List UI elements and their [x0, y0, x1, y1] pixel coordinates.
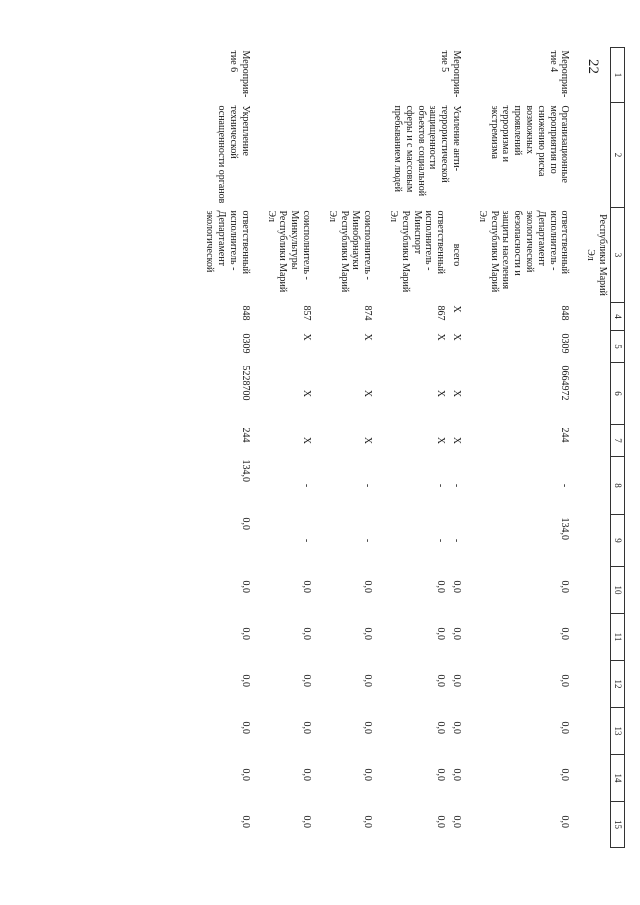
column-number: 3: [611, 208, 625, 303]
column-number: 9: [611, 515, 625, 567]
carry-over-row: [582, 48, 610, 848]
column-number: 4: [611, 303, 625, 331]
cell-value: 0,0: [451, 721, 463, 734]
cell-value: 0,0: [435, 815, 447, 828]
column-number: 8: [611, 457, 625, 515]
cell-value: 0,0: [301, 627, 313, 640]
executor-cell: соисполнитель - Минкультуры Республики Марий Эл: [265, 210, 313, 293]
activity-label: Мероприя-тие 5: [439, 50, 463, 98]
cell-value: X: [362, 436, 374, 445]
cell-value: 0,0: [301, 721, 313, 734]
cell-value: X: [451, 436, 463, 445]
cell-value: 867: [435, 305, 447, 321]
cell-value: 0,0: [239, 815, 251, 828]
cell-value: 0,0: [451, 580, 463, 593]
table-row: [474, 48, 582, 848]
cell-value: 874: [362, 305, 374, 321]
cell-value: X: [301, 436, 313, 445]
cell-value: 0,0: [239, 580, 251, 593]
cell-value: 0,0: [435, 721, 447, 734]
cell-value: 848: [239, 305, 251, 321]
cell-value: 0,0: [559, 580, 571, 593]
column-number: 12: [611, 661, 625, 708]
cell-value: 0,0: [239, 721, 251, 734]
cell-value: 0,0: [451, 815, 463, 828]
cell-value: -: [451, 538, 463, 543]
cell-value: X: [451, 333, 463, 341]
cell-value: 0,0: [239, 674, 251, 687]
cell-value: -: [362, 538, 374, 543]
cell-value: 0309: [559, 333, 571, 354]
cell-value: 0,0: [301, 674, 313, 687]
executor-cell: всего: [451, 243, 463, 267]
cell-value: 0,0: [559, 721, 571, 734]
cell-value: X: [435, 333, 447, 341]
cell-value: X: [451, 305, 463, 313]
activity-label: Мероприя-тие 4: [547, 50, 571, 98]
cell-value: 0,0: [362, 815, 374, 828]
cell-value: 244: [559, 427, 571, 443]
cell-value: 0,0: [559, 768, 571, 781]
cell-value: 857: [301, 305, 313, 321]
cell-value: 134,0: [559, 517, 571, 540]
cell-value: 0,0: [301, 815, 313, 828]
cell-value: -: [435, 483, 447, 488]
cell-value: X: [362, 389, 374, 398]
cell-value: -: [559, 483, 571, 488]
column-number: 11: [611, 614, 625, 661]
cell-value: 0,0: [362, 627, 374, 640]
cell-value: -: [301, 538, 313, 543]
cell-value: -: [362, 483, 374, 488]
cell-value: -: [435, 538, 447, 543]
table-row: [202, 48, 263, 848]
cell-value: X: [435, 436, 447, 445]
cell-value: 244: [239, 427, 251, 443]
cell-value: 0,0: [362, 721, 374, 734]
table-row: [448, 48, 474, 848]
page-number: 22: [585, 59, 601, 74]
cell-value: 0,0: [435, 580, 447, 593]
executor-cell: ответственный исполнитель - Минспорт Республики Марий Эл: [388, 210, 447, 293]
activity-title: Усиление анти-террористической защищенности объектов социальной сферы и с массовым пребыванием людей: [392, 105, 463, 197]
cell-value: 5228700: [239, 365, 251, 401]
executor-cell: ответственный исполнитель - Департамент экологической безопасности и защиты населения Республики Марий Эл: [476, 210, 571, 293]
column-number: 10: [611, 567, 625, 614]
cell-value: X: [435, 389, 447, 398]
cell-value: 0,0: [239, 768, 251, 781]
cell-value: 0,0: [362, 768, 374, 781]
cell-value: 0,0: [451, 627, 463, 640]
executor-cell: ответственный исполнитель - Департамент экологической: [204, 210, 251, 275]
cell-value: 0,0: [559, 627, 571, 640]
cell-value: 0,0: [435, 627, 447, 640]
cell-value: 0,0: [362, 580, 374, 593]
executor-cell: соисполнитель - Минобрнауки Республики Марий Эл: [326, 210, 374, 293]
cell-value: 0,0: [239, 627, 251, 640]
column-number: 7: [611, 425, 625, 457]
column-number: 2: [611, 103, 625, 208]
column-number: 6: [611, 363, 625, 425]
cell-value: X: [362, 333, 374, 341]
cell-value: 0664972: [559, 365, 571, 401]
cell-value: 0,0: [239, 517, 251, 530]
column-number: 13: [611, 708, 625, 755]
cell-value: 0,0: [301, 768, 313, 781]
column-number-row: [611, 48, 625, 848]
carry-over-text: Республики Марий Эл: [585, 214, 608, 296]
cell-value: 134,0: [239, 459, 251, 482]
cell-value: 848: [559, 305, 571, 321]
cell-value: X: [301, 333, 313, 341]
cell-value: 0,0: [559, 815, 571, 828]
cell-value: 0,0: [301, 580, 313, 593]
cell-value: 0,0: [435, 768, 447, 781]
cell-value: 0,0: [451, 674, 463, 687]
cell-value: X: [301, 389, 313, 398]
cell-value: -: [451, 483, 463, 488]
cell-value: 0,0: [559, 674, 571, 687]
cell-value: X: [451, 389, 463, 398]
column-number: 5: [611, 331, 625, 363]
cell-value: 0,0: [362, 674, 374, 687]
cell-value: 0,0: [435, 674, 447, 687]
column-number: 15: [611, 802, 625, 848]
cell-value: 0,0: [451, 768, 463, 781]
activity-title: Организационные мероприятия по снижению риска возможных проявлений терроризма и экстремизма: [488, 105, 571, 183]
activity-label: Мероприя-тие 6: [228, 50, 251, 98]
activity-title: Укрепление технической оснащенности органов: [216, 105, 251, 204]
column-number: 14: [611, 755, 625, 802]
cell-value: -: [301, 483, 313, 488]
cell-value: 0309: [239, 333, 251, 354]
column-number: 1: [611, 48, 625, 103]
budget-table: [202, 47, 625, 848]
